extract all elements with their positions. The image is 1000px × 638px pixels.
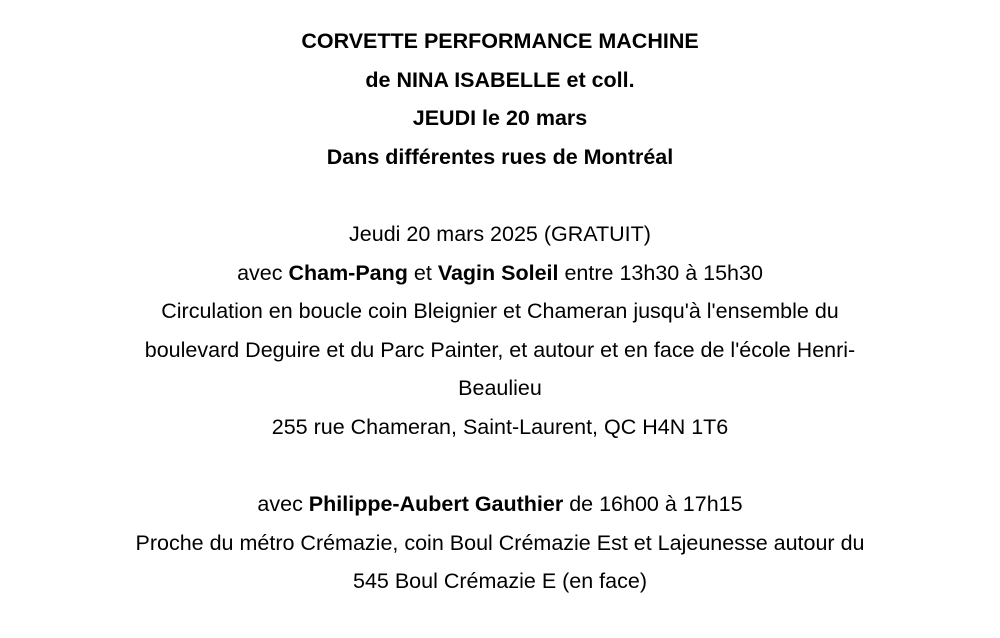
session1-time: entre 13h30 à 15h30 xyxy=(558,260,763,285)
and-word: et xyxy=(407,260,438,285)
session1-route-line1: Circulation en boucle coin Bleignier et Chameran jusqu'à l'ensemble du xyxy=(161,299,839,324)
event-authors: de NINA ISABELLE et coll. xyxy=(365,67,635,92)
event-announcement xyxy=(0,22,1000,601)
session1-date: Jeudi 20 mars 2025 (GRATUIT) xyxy=(349,221,651,246)
session1-performers xyxy=(0,254,1000,293)
performer-cham-pang: Cham-Pang xyxy=(288,260,408,285)
session2-performer xyxy=(0,485,1000,524)
section-spacer xyxy=(0,447,1000,486)
with-prefix: avec xyxy=(257,492,309,517)
session1-address: 255 rue Chameran, Saint-Laurent, QC H4N 1T6 xyxy=(271,414,729,439)
performer-philippe-aubert-gauthier: Philippe-Aubert Gauthier xyxy=(308,492,564,517)
performer-vagin-soleil: Vagin Soleil xyxy=(437,260,559,285)
session1-route-line3: Beaulieu xyxy=(458,376,542,401)
session2-location-line2: 545 Boul Crémazie E (en face) xyxy=(353,569,647,594)
session2-time: de 16h00 à 17h15 xyxy=(563,492,743,517)
event-title: CORVETTE PERFORMANCE MACHINE xyxy=(301,29,699,53)
event-location-heading: Dans différentes rues de Montréal xyxy=(326,144,674,169)
session1-route-line2: boulevard Deguire et du Parc Painter, et autour et en face de l'école Henri- xyxy=(144,337,856,362)
session2-location-line1: Proche du métro Crémazie, coin Boul Crémazie Est et Lajeunesse autour du xyxy=(135,530,865,555)
with-prefix: avec xyxy=(237,260,289,285)
section-spacer xyxy=(0,176,1000,215)
event-date-heading: JEUDI le 20 mars xyxy=(412,106,588,131)
